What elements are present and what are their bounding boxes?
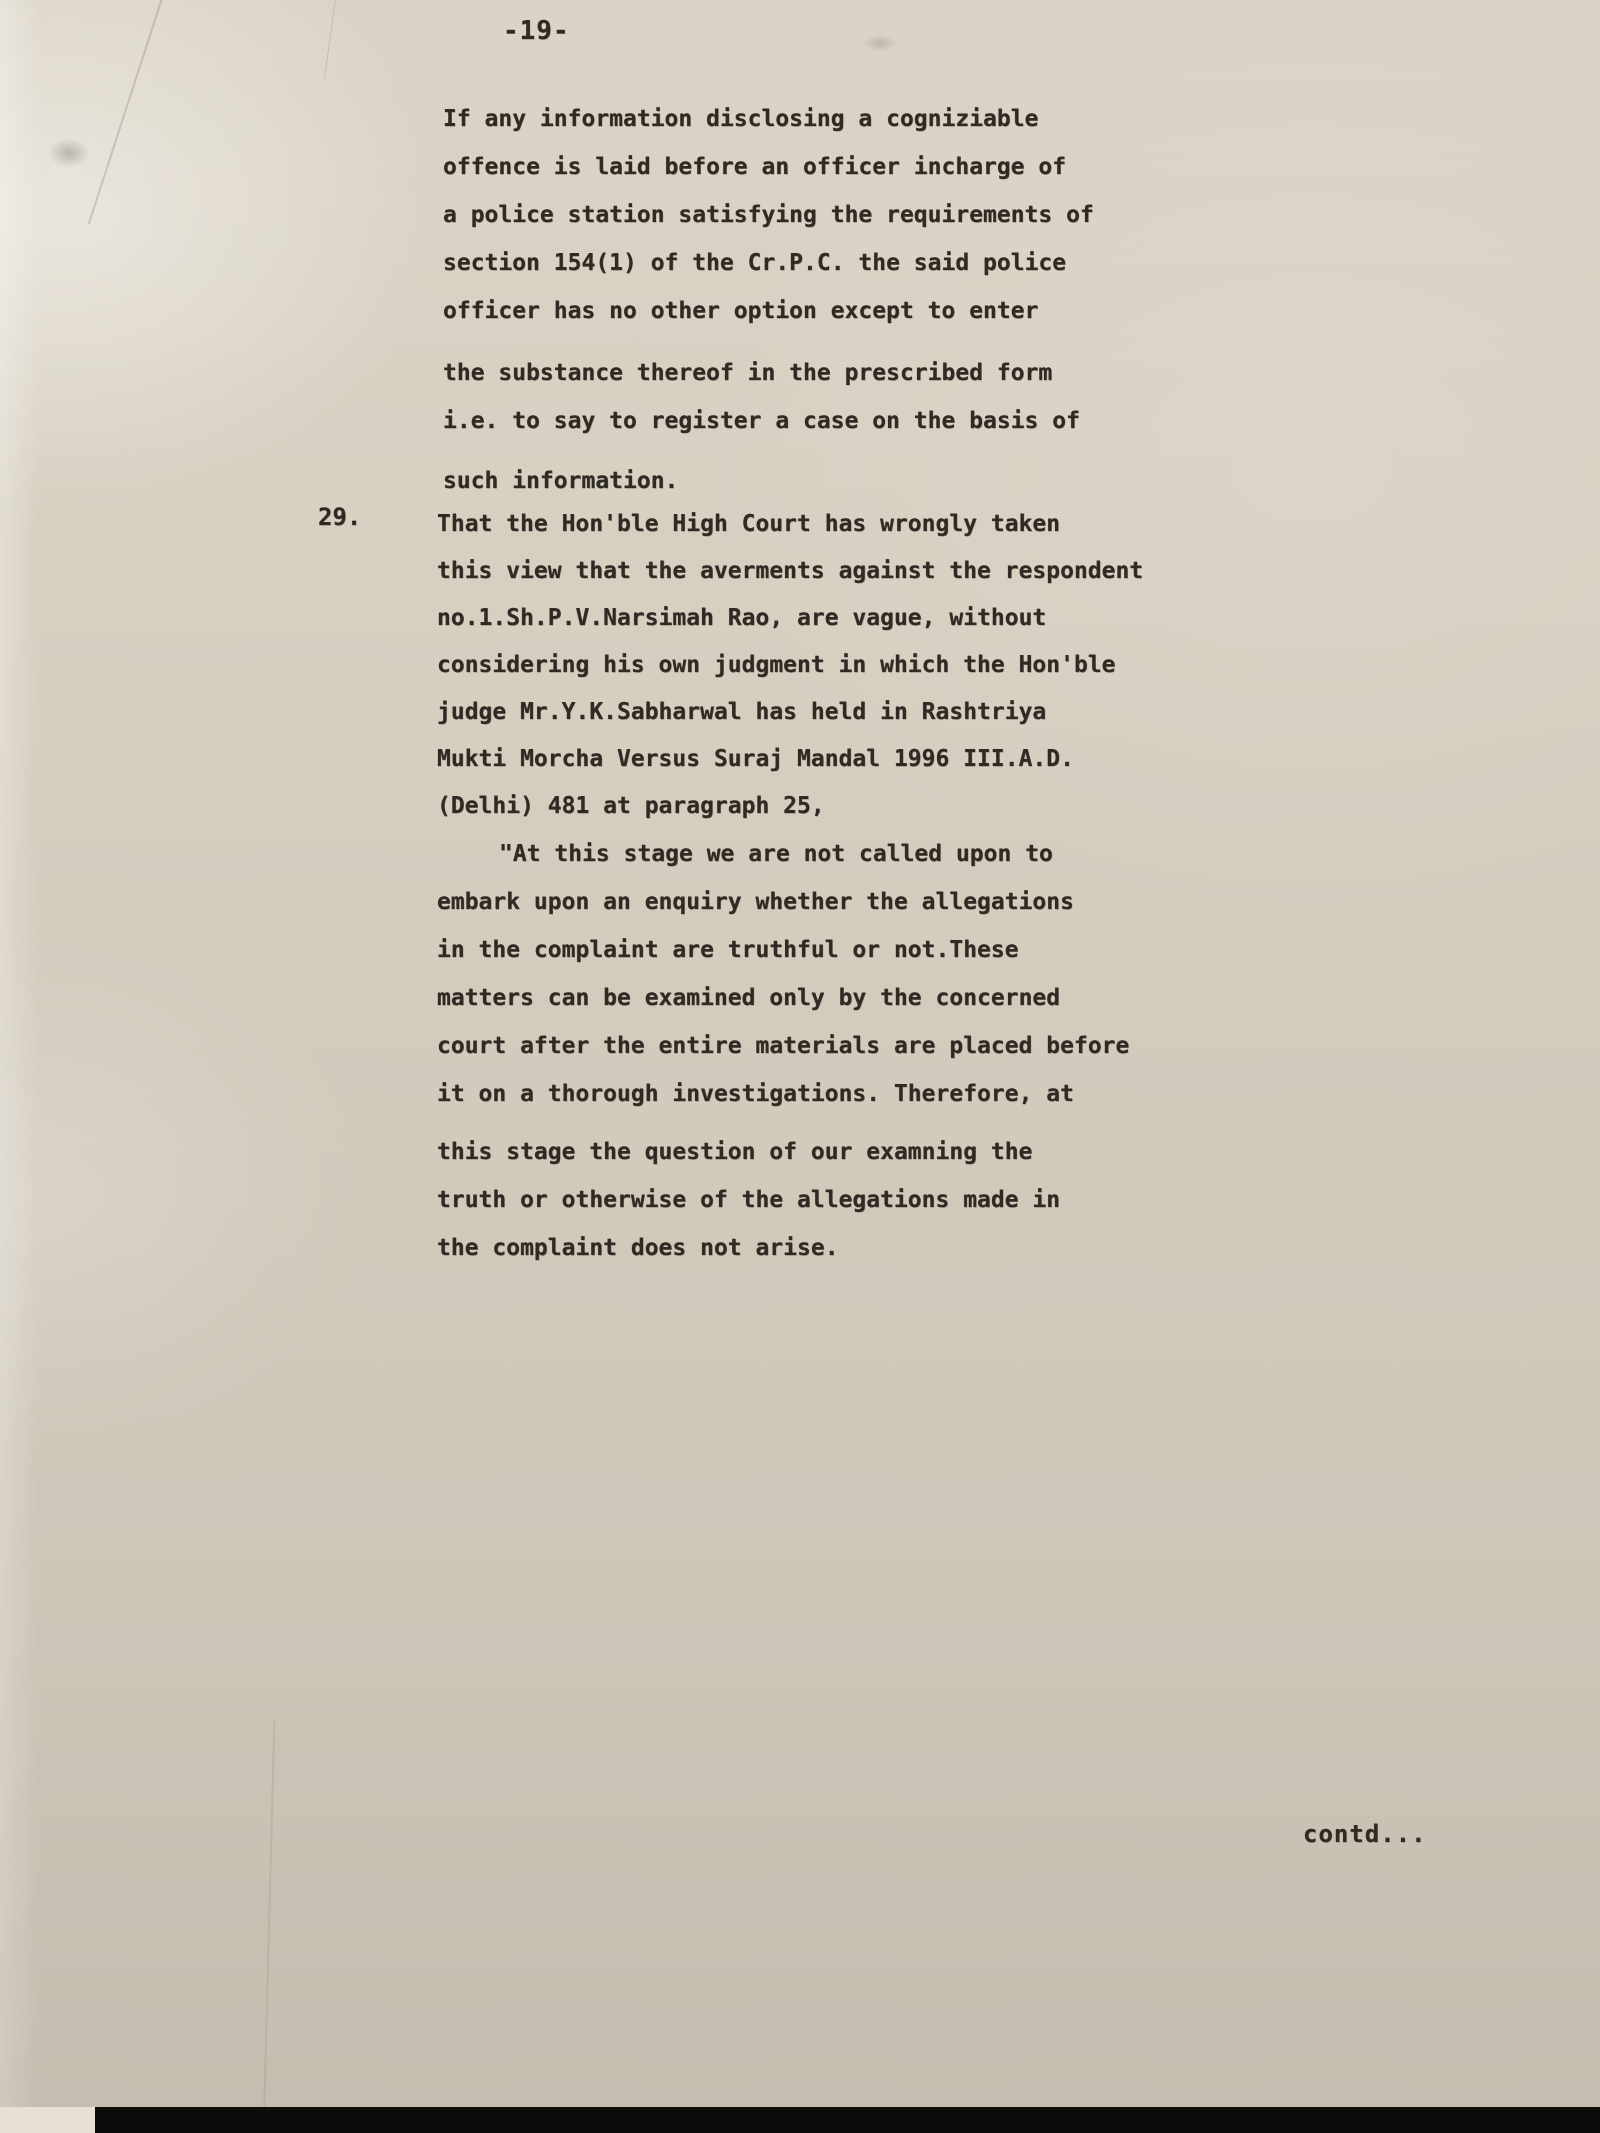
text-line: this view that the averments against the respondent [437,558,1144,584]
text-line: the substance thereof in the prescribed form [443,360,1053,386]
text-line: a police station satisfying the requirements of [443,202,1094,228]
text-line: the complaint does not arise. [437,1235,839,1261]
text-line: officer has no other option except to enter [443,298,1039,324]
text-line: That the Hon'ble High Court has wrongly taken [437,511,1061,537]
text-line: matters can be examined only by the concerned [437,985,1061,1011]
indented-quote-paragraph [443,95,1094,505]
continuation-note: contd... [1303,1820,1427,1848]
text-line: section 154(1) of the Cr.P.C. the said police [443,250,1067,276]
text-line: "At this stage we are not called upon to [499,841,1053,867]
text-line: it on a thorough investigations. Therefore, at [437,1081,1074,1107]
paper-crease [88,0,170,224]
text-line: i.e. to say to register a case on the basis of [443,408,1080,434]
text-line: embark upon an enquiry whether the allegations [437,889,1074,915]
text-line: considering his own judgment in which the Hon'ble [437,652,1116,678]
text-line: such information. [443,468,679,494]
paper-smudge [48,138,90,168]
text-line: If any information disclosing a cogniziable [443,106,1039,132]
text-line: judge Mr.Y.K.Sabharwal has held in Rashtriya [437,699,1047,725]
paper-crease [324,0,338,80]
text-line: no.1.Sh.P.V.Narsimah Rao, are vague, without [437,605,1047,631]
text-line: this stage the question of our examning the [437,1139,1033,1165]
paragraph-29-marker: 29. [318,503,362,531]
text-line: offence is laid before an officer incharge of [443,154,1067,180]
text-line: truth or otherwise of the allegations made in [437,1187,1061,1213]
inner-quotation-paragraph [437,830,1129,1272]
paper-crease [263,1720,276,2133]
text-line: Mukti Morcha Versus Suraj Mandal 1996 III.A.D. [437,746,1074,772]
paragraph-29-body [437,501,1143,830]
page-number: -19- [503,16,570,46]
text-line: court after the entire materials are placed before [437,1033,1130,1059]
text-line: (Delhi) 481 at paragraph 25, [437,793,825,819]
paper-smudge [862,34,898,52]
scan-edge-bar [95,2107,1600,2133]
paper-edge [0,2107,95,2133]
text-line: in the complaint are truthful or not.These [437,937,1019,963]
